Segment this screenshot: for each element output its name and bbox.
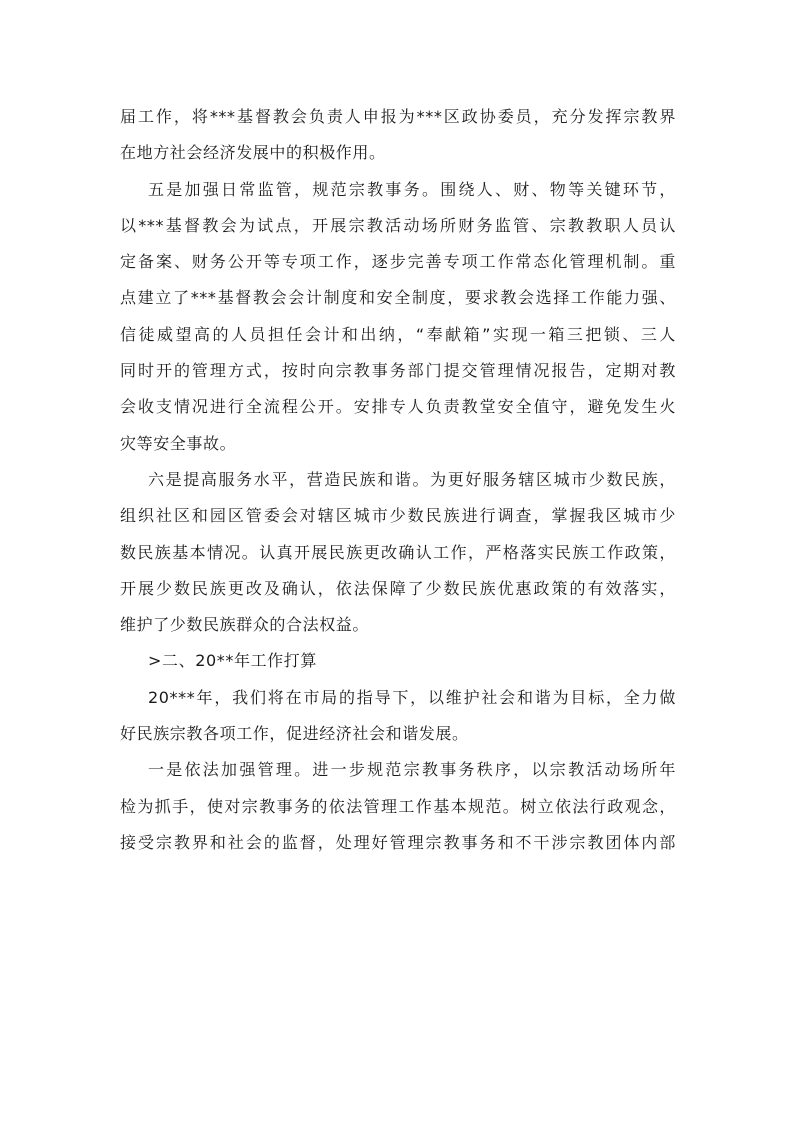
paragraph-first-line: 20***年，我们将在市局的指导下，以维护社会和谐为目标，全力做 [148, 687, 676, 707]
text-line: 同时开的管理方式，按时向宗教事务部门提交管理情况报告，定期对教 [120, 361, 676, 381]
text-line: 会收支情况进行全流程公开。安排专人负责教堂安全值守，避免发生火 [120, 397, 676, 417]
text-line: 开展少数民族更改及确认，依法保障了少数民族优惠政策的有效落实， [120, 578, 676, 598]
text-line: 信徒威望高的人员担任会计和出纳，“奉献箱”实现一箱三把锁、三人 [120, 324, 676, 344]
text-line: 检为抓手，使对宗教事务的依法管理工作基本规范。树立依法行政观念， [120, 796, 676, 816]
text-line: 点建立了***基督教会会计制度和安全制度，要求教会选择工作能力强、 [120, 288, 676, 308]
text-line: 在地方社会经济发展中的积极作用。 [120, 143, 386, 163]
text-line: 好民族宗教各项工作，促进经济社会和谐发展。 [120, 724, 469, 744]
text-line: 灾等安全事故。 [120, 433, 237, 453]
paragraph-first-line: 五是加强日常监管，规范宗教事务。围绕人、财、物等关键环节， [148, 179, 676, 199]
section-heading: >二、20**年工作打算 [148, 651, 317, 671]
document-body [120, 99, 676, 861]
paragraph-first-line: 六是提高服务水平，营造民族和谐。为更好服务辖区城市少数民族， [148, 469, 676, 489]
text-line: 定备案、财务公开等专项工作，逐步完善专项工作常态化管理机制。重 [120, 252, 676, 272]
text-line: 接受宗教界和社会的监督，处理好管理宗教事务和不干涉宗教团体内部 [120, 832, 676, 852]
paragraph-first-line: 一是依法加强管理。进一步规范宗教事务秩序，以宗教活动场所年 [148, 760, 676, 780]
text-line: 组织社区和园区管委会对辖区城市少数民族进行调查，掌握我区城市少 [120, 506, 676, 526]
text-line: 以***基督教会为试点，开展宗教活动场所财务监管、宗教教职人员认 [120, 215, 676, 235]
text-line: 维护了少数民族群众的合法权益。 [120, 615, 370, 635]
text-line: 数民族基本情况。认真开展民族更改确认工作，严格落实民族工作政策， [120, 542, 676, 562]
text-line: 届工作，将***基督教会负责人申报为***区政协委员，充分发挥宗教界 [120, 107, 676, 126]
